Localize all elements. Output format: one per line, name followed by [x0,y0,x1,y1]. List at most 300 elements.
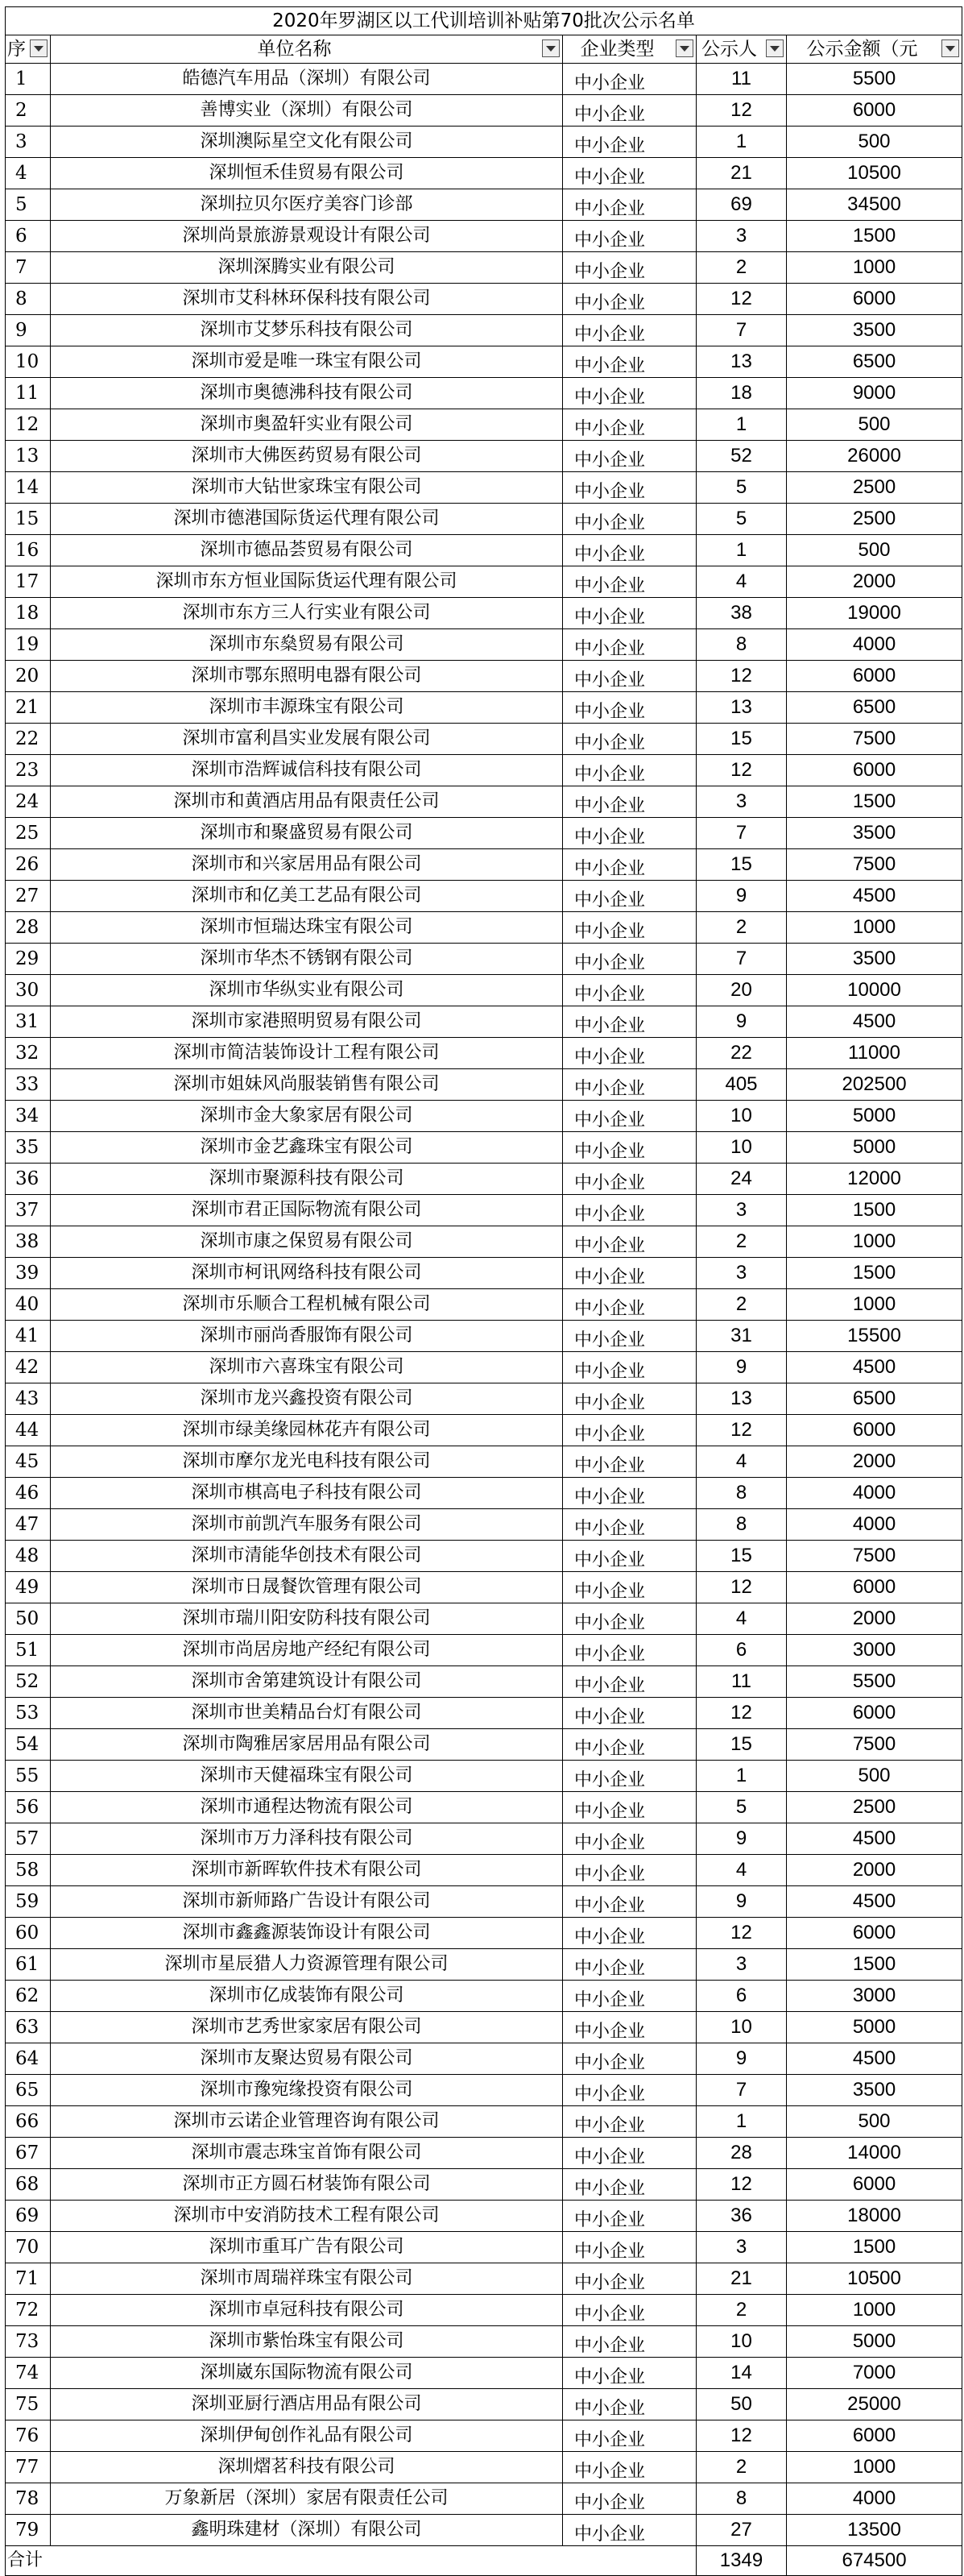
company-type[interactable]: 中小企业 [563,284,697,315]
subsidy-amount[interactable]: 4500 [787,1352,962,1383]
subsidy-amount[interactable]: 1500 [787,1258,962,1289]
employee-count[interactable]: 9 [697,1886,787,1918]
subsidy-amount[interactable]: 1000 [787,252,962,284]
company-type[interactable]: 中小企业 [563,1226,697,1258]
header-no[interactable] [6,35,51,64]
company-type[interactable]: 中小企业 [563,1383,697,1415]
subsidy-amount[interactable]: 15500 [787,1321,962,1352]
row-number[interactable]: 21 [6,692,51,724]
employee-count[interactable]: 8 [697,1509,787,1541]
company-type[interactable]: 中小企业 [563,221,697,252]
company-type[interactable]: 中小企业 [563,1572,697,1603]
subsidy-amount[interactable]: 5500 [787,64,962,95]
employee-count[interactable]: 36 [697,2201,787,2232]
row-number[interactable]: 68 [6,2169,51,2201]
employee-count[interactable]: 9 [697,881,787,912]
employee-count[interactable]: 3 [697,221,787,252]
company-name[interactable]: 深圳市陶雅居家居用品有限公司 [51,1729,563,1761]
employee-count[interactable]: 3 [697,1949,787,1981]
total-label[interactable]: 合计 [6,2546,697,2576]
company-type[interactable]: 中小企业 [563,598,697,629]
employee-count[interactable]: 15 [697,849,787,881]
row-number[interactable]: 61 [6,1949,51,1981]
company-name[interactable]: 深圳市浩辉诚信科技有限公司 [51,755,563,786]
subsidy-amount[interactable]: 19000 [787,598,962,629]
company-name[interactable]: 深圳市简洁装饰设计工程有限公司 [51,1038,563,1069]
row-number[interactable]: 28 [6,912,51,944]
company-name[interactable]: 深圳市新晖软件技术有限公司 [51,1855,563,1886]
row-number[interactable]: 23 [6,755,51,786]
filter-dropdown-icon[interactable] [30,39,48,57]
subsidy-amount[interactable]: 1500 [787,221,962,252]
row-number[interactable]: 37 [6,1195,51,1226]
row-number[interactable]: 76 [6,2420,51,2452]
company-type[interactable]: 中小企业 [563,818,697,849]
employee-count[interactable]: 15 [697,1541,787,1572]
subsidy-amount[interactable]: 6000 [787,2169,962,2201]
row-number[interactable]: 35 [6,1132,51,1164]
company-name[interactable]: 深圳市艾科林环保科技有限公司 [51,284,563,315]
company-name[interactable]: 深圳熠茗科技有限公司 [51,2452,563,2483]
row-number[interactable]: 4 [6,158,51,189]
company-type[interactable]: 中小企业 [563,95,697,127]
row-number[interactable]: 17 [6,566,51,598]
row-number[interactable]: 54 [6,1729,51,1761]
subsidy-amount[interactable]: 14000 [787,2138,962,2169]
subsidy-amount[interactable]: 6000 [787,1918,962,1949]
company-type[interactable]: 中小企业 [563,2106,697,2138]
subsidy-amount[interactable]: 6000 [787,661,962,692]
employee-count[interactable]: 38 [697,598,787,629]
company-name[interactable]: 深圳市丰源珠宝有限公司 [51,692,563,724]
company-name[interactable]: 深圳市聚源科技有限公司 [51,1164,563,1195]
employee-count[interactable]: 3 [697,1258,787,1289]
row-number[interactable]: 64 [6,2043,51,2075]
employee-count[interactable]: 6 [697,1635,787,1666]
employee-count[interactable]: 12 [697,661,787,692]
company-name[interactable]: 深圳市通程达物流有限公司 [51,1792,563,1823]
employee-count[interactable]: 1 [697,535,787,566]
company-name[interactable]: 深圳市鑫鑫源装饰设计有限公司 [51,1918,563,1949]
company-type[interactable]: 中小企业 [563,1195,697,1226]
row-number[interactable]: 20 [6,661,51,692]
company-name[interactable]: 深圳市瑞川阳安防科技有限公司 [51,1603,563,1635]
row-number[interactable]: 24 [6,786,51,818]
company-type[interactable]: 中小企业 [563,1258,697,1289]
company-name[interactable]: 深圳市周瑞祥珠宝有限公司 [51,2263,563,2295]
row-number[interactable]: 41 [6,1321,51,1352]
row-number[interactable]: 72 [6,2295,51,2326]
row-number[interactable]: 29 [6,944,51,975]
filter-dropdown-icon[interactable] [542,39,560,57]
row-number[interactable]: 15 [6,504,51,535]
employee-count[interactable]: 69 [697,189,787,221]
subsidy-amount[interactable]: 6000 [787,284,962,315]
company-type[interactable]: 中小企业 [563,2515,697,2546]
row-number[interactable]: 31 [6,1006,51,1038]
subsidy-amount[interactable]: 12000 [787,1164,962,1195]
company-type[interactable]: 中小企业 [563,1949,697,1981]
company-type[interactable]: 中小企业 [563,2452,697,2483]
row-number[interactable]: 66 [6,2106,51,2138]
employee-count[interactable]: 12 [697,1698,787,1729]
employee-count[interactable]: 405 [697,1069,787,1101]
company-type[interactable]: 中小企业 [563,2420,697,2452]
company-name[interactable]: 深圳市德品荟贸易有限公司 [51,535,563,566]
subsidy-amount[interactable]: 7500 [787,1541,962,1572]
employee-count[interactable]: 10 [697,1132,787,1164]
employee-count[interactable]: 13 [697,692,787,724]
company-name[interactable]: 深圳市艺秀世家家居有限公司 [51,2012,563,2043]
company-type[interactable]: 中小企业 [563,1289,697,1321]
company-name[interactable]: 深圳市富利昌实业发展有限公司 [51,724,563,755]
employee-count[interactable]: 5 [697,472,787,504]
company-type[interactable]: 中小企业 [563,2201,697,2232]
subsidy-amount[interactable]: 3500 [787,2075,962,2106]
company-name[interactable]: 深圳市东燊贸易有限公司 [51,629,563,661]
company-type[interactable]: 中小企业 [563,849,697,881]
subsidy-amount[interactable]: 6000 [787,95,962,127]
subsidy-amount[interactable]: 6000 [787,755,962,786]
employee-count[interactable]: 1 [697,127,787,158]
employee-count[interactable]: 27 [697,2515,787,2546]
company-type[interactable]: 中小企业 [563,661,697,692]
subsidy-amount[interactable]: 5000 [787,1132,962,1164]
employee-count[interactable]: 15 [697,1729,787,1761]
employee-count[interactable]: 12 [697,284,787,315]
company-name[interactable]: 深圳市新师路广告设计有限公司 [51,1886,563,1918]
company-name[interactable]: 深圳市爱是唯一珠宝有限公司 [51,346,563,378]
subsidy-amount[interactable]: 1000 [787,2452,962,2483]
company-type[interactable]: 中小企业 [563,1509,697,1541]
company-name[interactable]: 深圳市德港国际货运代理有限公司 [51,504,563,535]
company-type[interactable]: 中小企业 [563,1635,697,1666]
subsidy-amount[interactable]: 1500 [787,2232,962,2263]
company-name[interactable]: 深圳崴东国际物流有限公司 [51,2358,563,2389]
company-type[interactable]: 中小企业 [563,692,697,724]
company-name[interactable]: 深圳市万力泽科技有限公司 [51,1823,563,1855]
employee-count[interactable]: 12 [697,2420,787,2452]
employee-count[interactable]: 8 [697,1478,787,1509]
company-type[interactable]: 中小企业 [563,504,697,535]
row-number[interactable]: 50 [6,1603,51,1635]
company-name[interactable]: 深圳澳际星空文化有限公司 [51,127,563,158]
company-type[interactable]: 中小企业 [563,1666,697,1698]
employee-count[interactable]: 2 [697,2452,787,2483]
company-name[interactable]: 深圳市大佛医药贸易有限公司 [51,441,563,472]
header-count[interactable] [697,35,787,64]
employee-count[interactable]: 3 [697,1195,787,1226]
subsidy-amount[interactable]: 4000 [787,2483,962,2515]
company-name[interactable]: 深圳亚厨行酒店用品有限公司 [51,2389,563,2420]
row-number[interactable]: 3 [6,127,51,158]
employee-count[interactable]: 12 [697,1918,787,1949]
company-type[interactable]: 中小企业 [563,2012,697,2043]
row-number[interactable]: 58 [6,1855,51,1886]
employee-count[interactable]: 7 [697,315,787,346]
subsidy-amount[interactable]: 2000 [787,566,962,598]
company-name[interactable]: 深圳拉贝尔医疗美容门诊部 [51,189,563,221]
row-number[interactable]: 8 [6,284,51,315]
header-name[interactable] [51,35,563,64]
employee-count[interactable]: 12 [697,1572,787,1603]
employee-count[interactable]: 11 [697,64,787,95]
employee-count[interactable]: 1 [697,409,787,441]
subsidy-amount[interactable]: 500 [787,2106,962,2138]
row-number[interactable]: 57 [6,1823,51,1855]
subsidy-amount[interactable]: 5000 [787,1101,962,1132]
company-type[interactable]: 中小企业 [563,1603,697,1635]
company-name[interactable]: 深圳市东方恒业国际货运代理有限公司 [51,566,563,598]
company-type[interactable]: 中小企业 [563,1132,697,1164]
company-name[interactable]: 深圳市摩尔龙光电科技有限公司 [51,1446,563,1478]
subsidy-amount[interactable]: 18000 [787,2201,962,2232]
row-number[interactable]: 63 [6,2012,51,2043]
company-name[interactable]: 深圳市家港照明贸易有限公司 [51,1006,563,1038]
company-name[interactable]: 深圳市丽尚香服饰有限公司 [51,1321,563,1352]
company-name[interactable]: 深圳市中安消防技术工程有限公司 [51,2201,563,2232]
employee-count[interactable]: 11 [697,1666,787,1698]
company-type[interactable]: 中小企业 [563,1478,697,1509]
company-type[interactable]: 中小企业 [563,944,697,975]
subsidy-amount[interactable]: 7500 [787,1729,962,1761]
row-number[interactable]: 22 [6,724,51,755]
company-type[interactable]: 中小企业 [563,1006,697,1038]
employee-count[interactable]: 50 [697,2389,787,2420]
row-number[interactable]: 60 [6,1918,51,1949]
row-number[interactable]: 6 [6,221,51,252]
subsidy-amount[interactable]: 4500 [787,1823,962,1855]
company-name[interactable]: 深圳市和亿美工艺品有限公司 [51,881,563,912]
row-number[interactable]: 52 [6,1666,51,1698]
subsidy-amount[interactable]: 13500 [787,2515,962,2546]
row-number[interactable]: 44 [6,1415,51,1446]
filter-dropdown-icon[interactable] [766,39,784,57]
company-type[interactable]: 中小企业 [563,64,697,95]
employee-count[interactable]: 21 [697,158,787,189]
company-type[interactable]: 中小企业 [563,127,697,158]
row-number[interactable]: 33 [6,1069,51,1101]
subsidy-amount[interactable]: 1500 [787,1195,962,1226]
company-name[interactable]: 深圳市重耳广告有限公司 [51,2232,563,2263]
total-count[interactable]: 1349 [697,2546,787,2576]
company-type[interactable]: 中小企业 [563,252,697,284]
subsidy-amount[interactable]: 2500 [787,504,962,535]
company-type[interactable]: 中小企业 [563,1729,697,1761]
subsidy-amount[interactable]: 6000 [787,1415,962,1446]
company-name[interactable]: 深圳市华纵实业有限公司 [51,975,563,1006]
employee-count[interactable]: 12 [697,755,787,786]
company-type[interactable]: 中小企业 [563,1698,697,1729]
company-name[interactable]: 深圳恒禾佳贸易有限公司 [51,158,563,189]
subsidy-amount[interactable]: 7500 [787,724,962,755]
subsidy-amount[interactable]: 7500 [787,849,962,881]
subsidy-amount[interactable]: 500 [787,409,962,441]
company-name[interactable]: 深圳市云诺企业管理咨询有限公司 [51,2106,563,2138]
table-title[interactable]: 2020年罗湖区以工代训培训补贴第70批次公示名单 [6,7,962,35]
company-type[interactable]: 中小企业 [563,1823,697,1855]
employee-count[interactable]: 13 [697,1383,787,1415]
company-name[interactable]: 深圳市天健福珠宝有限公司 [51,1761,563,1792]
employee-count[interactable]: 21 [697,2263,787,2295]
employee-count[interactable]: 6 [697,1981,787,2012]
company-type[interactable]: 中小企业 [563,1069,697,1101]
row-number[interactable]: 36 [6,1164,51,1195]
employee-count[interactable]: 9 [697,1352,787,1383]
row-number[interactable]: 48 [6,1541,51,1572]
subsidy-amount[interactable]: 3000 [787,1981,962,2012]
company-name[interactable]: 深圳深腾实业有限公司 [51,252,563,284]
row-number[interactable]: 70 [6,2232,51,2263]
subsidy-amount[interactable]: 1000 [787,912,962,944]
employee-count[interactable]: 10 [697,2326,787,2358]
subsidy-amount[interactable]: 2000 [787,1855,962,1886]
row-number[interactable]: 11 [6,378,51,409]
employee-count[interactable]: 4 [697,1603,787,1635]
company-name[interactable]: 深圳市金大象家居有限公司 [51,1101,563,1132]
company-name[interactable]: 万象新居（深圳）家居有限责任公司 [51,2483,563,2515]
company-name[interactable]: 深圳市龙兴鑫投资有限公司 [51,1383,563,1415]
employee-count[interactable]: 8 [697,2483,787,2515]
company-name[interactable]: 深圳市震志珠宝首饰有限公司 [51,2138,563,2169]
row-number[interactable]: 26 [6,849,51,881]
employee-count[interactable]: 20 [697,975,787,1006]
company-name[interactable]: 深圳市豫宛缘投资有限公司 [51,2075,563,2106]
employee-count[interactable]: 3 [697,2232,787,2263]
employee-count[interactable]: 18 [697,378,787,409]
company-name[interactable]: 深圳市友聚达贸易有限公司 [51,2043,563,2075]
row-number[interactable]: 78 [6,2483,51,2515]
company-type[interactable]: 中小企业 [563,378,697,409]
header-type[interactable] [563,35,697,64]
subsidy-amount[interactable]: 3500 [787,944,962,975]
row-number[interactable]: 51 [6,1635,51,1666]
row-number[interactable]: 71 [6,2263,51,2295]
subsidy-amount[interactable]: 2500 [787,472,962,504]
row-number[interactable]: 5 [6,189,51,221]
row-number[interactable]: 30 [6,975,51,1006]
company-name[interactable]: 深圳市和黄酒店用品有限责任公司 [51,786,563,818]
company-type[interactable]: 中小企业 [563,629,697,661]
employee-count[interactable]: 2 [697,1226,787,1258]
company-type[interactable]: 中小企业 [563,2075,697,2106]
company-name[interactable]: 深圳市尚居房地产经纪有限公司 [51,1635,563,1666]
company-type[interactable]: 中小企业 [563,2043,697,2075]
company-type[interactable]: 中小企业 [563,409,697,441]
company-type[interactable]: 中小企业 [563,1352,697,1383]
employee-count[interactable]: 12 [697,95,787,127]
employee-count[interactable]: 2 [697,252,787,284]
row-number[interactable]: 46 [6,1478,51,1509]
company-type[interactable]: 中小企业 [563,189,697,221]
subsidy-amount[interactable]: 6000 [787,1572,962,1603]
company-name[interactable]: 深圳市东方三人行实业有限公司 [51,598,563,629]
row-number[interactable]: 12 [6,409,51,441]
company-name[interactable]: 深圳市金艺鑫珠宝有限公司 [51,1132,563,1164]
company-type[interactable]: 中小企业 [563,566,697,598]
employee-count[interactable]: 4 [697,1446,787,1478]
subsidy-amount[interactable]: 1000 [787,2295,962,2326]
company-name[interactable]: 深圳市恒瑞达珠宝有限公司 [51,912,563,944]
row-number[interactable]: 27 [6,881,51,912]
row-number[interactable]: 74 [6,2358,51,2389]
row-number[interactable]: 19 [6,629,51,661]
company-name[interactable]: 深圳尚景旅游景观设计有限公司 [51,221,563,252]
total-amount[interactable]: 674500 [787,2546,962,2576]
company-type[interactable]: 中小企业 [563,1415,697,1446]
company-name[interactable]: 深圳市乐顺合工程机械有限公司 [51,1289,563,1321]
row-number[interactable]: 16 [6,535,51,566]
subsidy-amount[interactable]: 500 [787,1761,962,1792]
company-name[interactable]: 深圳市卓冠科技有限公司 [51,2295,563,2326]
subsidy-amount[interactable]: 9000 [787,378,962,409]
company-type[interactable]: 中小企业 [563,1855,697,1886]
subsidy-amount[interactable]: 3500 [787,818,962,849]
row-number[interactable]: 47 [6,1509,51,1541]
employee-count[interactable]: 4 [697,566,787,598]
subsidy-amount[interactable]: 5000 [787,2012,962,2043]
company-type[interactable]: 中小企业 [563,724,697,755]
company-name[interactable]: 深圳市和兴家居用品有限公司 [51,849,563,881]
subsidy-amount[interactable]: 4000 [787,629,962,661]
company-name[interactable]: 深圳市六喜珠宝有限公司 [51,1352,563,1383]
employee-count[interactable]: 52 [697,441,787,472]
subsidy-amount[interactable]: 4000 [787,1509,962,1541]
subsidy-amount[interactable]: 6000 [787,1698,962,1729]
employee-count[interactable]: 8 [697,629,787,661]
company-type[interactable]: 中小企业 [563,158,697,189]
employee-count[interactable]: 28 [697,2138,787,2169]
subsidy-amount[interactable]: 500 [787,535,962,566]
company-type[interactable]: 中小企业 [563,315,697,346]
company-name[interactable]: 深圳市世美精品台灯有限公司 [51,1698,563,1729]
row-number[interactable]: 34 [6,1101,51,1132]
company-name[interactable]: 深圳市日晟餐饮管理有限公司 [51,1572,563,1603]
row-number[interactable]: 42 [6,1352,51,1383]
company-type[interactable]: 中小企业 [563,2232,697,2263]
company-type[interactable]: 中小企业 [563,2326,697,2358]
company-name[interactable]: 深圳市鄂东照明电器有限公司 [51,661,563,692]
company-name[interactable]: 深圳市正方圆石材装饰有限公司 [51,2169,563,2201]
header-amount[interactable] [787,35,962,64]
company-name[interactable]: 深圳市奥盈轩实业有限公司 [51,409,563,441]
company-type[interactable]: 中小企业 [563,2483,697,2515]
employee-count[interactable]: 10 [697,1101,787,1132]
company-type[interactable]: 中小企业 [563,2389,697,2420]
employee-count[interactable]: 10 [697,2012,787,2043]
employee-count[interactable]: 9 [697,2043,787,2075]
employee-count[interactable]: 4 [697,1855,787,1886]
employee-count[interactable]: 14 [697,2358,787,2389]
company-type[interactable]: 中小企业 [563,441,697,472]
subsidy-amount[interactable]: 11000 [787,1038,962,1069]
employee-count[interactable]: 7 [697,2075,787,2106]
company-type[interactable]: 中小企业 [563,912,697,944]
company-type[interactable]: 中小企业 [563,975,697,1006]
subsidy-amount[interactable]: 2000 [787,1446,962,1478]
company-type[interactable]: 中小企业 [563,881,697,912]
company-name[interactable]: 深圳市和聚盛贸易有限公司 [51,818,563,849]
company-type[interactable]: 中小企业 [563,1321,697,1352]
filter-dropdown-icon[interactable] [676,39,693,57]
company-name[interactable]: 深圳市前凯汽车服务有限公司 [51,1509,563,1541]
employee-count[interactable]: 9 [697,1823,787,1855]
company-type[interactable]: 中小企业 [563,1101,697,1132]
company-name[interactable]: 深圳市棋高电子科技有限公司 [51,1478,563,1509]
row-number[interactable]: 79 [6,2515,51,2546]
row-number[interactable]: 75 [6,2389,51,2420]
employee-count[interactable]: 7 [697,818,787,849]
